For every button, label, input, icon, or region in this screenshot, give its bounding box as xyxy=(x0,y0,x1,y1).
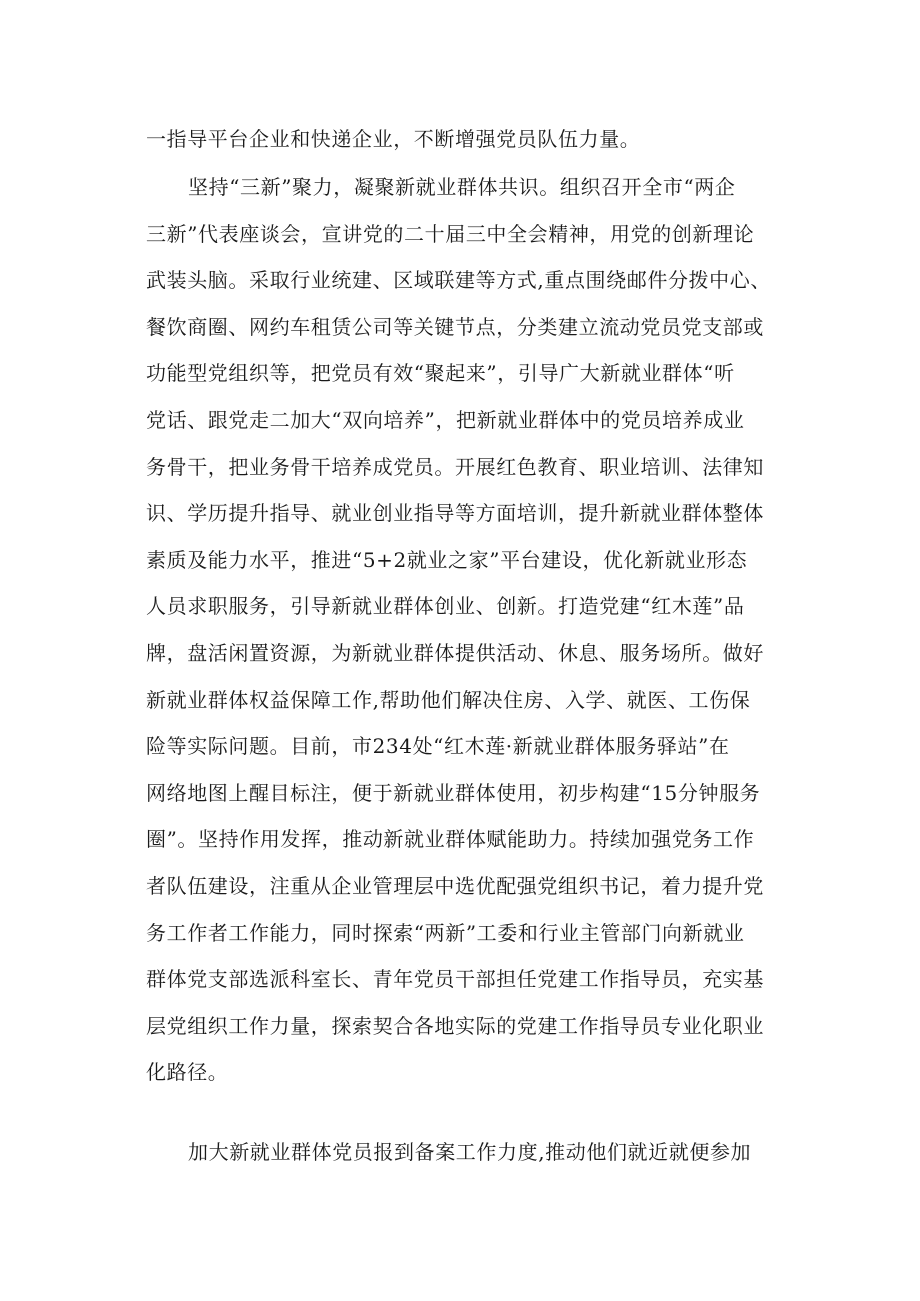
text-line: 新就业群体权益保障工作,帮助他们解决住房、入学、就医、工伤保 xyxy=(146,687,751,712)
text-line: 三新”代表座谈会，宣讲党的二十届三中全会精神，用党的创新理论 xyxy=(146,221,755,246)
text-line: 一指导平台企业和快递企业，不断增强党员队伍力量。 xyxy=(146,127,641,151)
text-line: 功能型党组织等，把党员有效“聚起来”，引导广大新就业群体“听 xyxy=(146,361,735,386)
text-line: 党话、跟党走二加大“双向培养”，把新就业群体中的党员培养成业 xyxy=(146,407,745,432)
text-line: 识、学历提升指导、就业创业指导等方面培训，提升新就业群体整体 xyxy=(146,501,764,526)
paragraph-continuation xyxy=(146,116,786,163)
text-line: 加大新就业群体党员报到备案工作力度,推动他们就近就便参加 xyxy=(188,1140,752,1164)
text-line: 险等实际问题。目前，市234处“红木莲·新就业群体服务驿站”在 xyxy=(146,734,730,759)
text-line: 牌，盘活闲置资源，为新就业群体提供活动、休息、服务场所。做好 xyxy=(146,640,764,665)
text-line: 网络地图上醒目标注，便于新就业群体使用，初步构建“15分钟服务 xyxy=(146,780,761,805)
text-line: 者队伍建设，注重从企业管理层中选优配强党组织书记，着力提升党 xyxy=(146,873,764,898)
paragraph-three-new xyxy=(146,164,786,1096)
text-line: 圈”。坚持作用发挥，推动新就业群体赋能助力。持续加强党务工作 xyxy=(146,827,755,852)
text-line: 化路径。 xyxy=(146,1060,229,1085)
text-line: 层党组织工作力量，探索契合各地实际的党建工作指导员专业化职业 xyxy=(146,1013,764,1038)
text-line: 素质及能力水平，推进“5+2就业之家”平台建设，优化新就业形态 xyxy=(146,547,748,572)
text-line: 坚持“三新”聚力，凝聚新就业群体共识。组织召开全市“两企 xyxy=(188,175,736,199)
text-line: 餐饮商圈、网约车租赁公司等关键节点，分类建立流动党员党支部或 xyxy=(146,314,764,339)
text-line: 务工作者工作能力，同时探索“两新”工委和行业主管部门向新就业 xyxy=(146,920,745,945)
paragraph-registration xyxy=(146,1129,786,1176)
text-line: 武装头脑。采取行业统建、区域联建等方式,重点围绕邮件分拨中心、 xyxy=(146,268,771,293)
text-line: 群体党支部选派科室长、青年党员干部担任党建工作指导员，充实基 xyxy=(146,967,764,992)
text-line: 人员求职服务，引导新就业群体创业、创新。打造党建“红木莲”品 xyxy=(146,594,745,619)
text-line: 务骨干，把业务骨干培养成党员。开展红色教育、职业培训、法律知 xyxy=(146,454,764,479)
